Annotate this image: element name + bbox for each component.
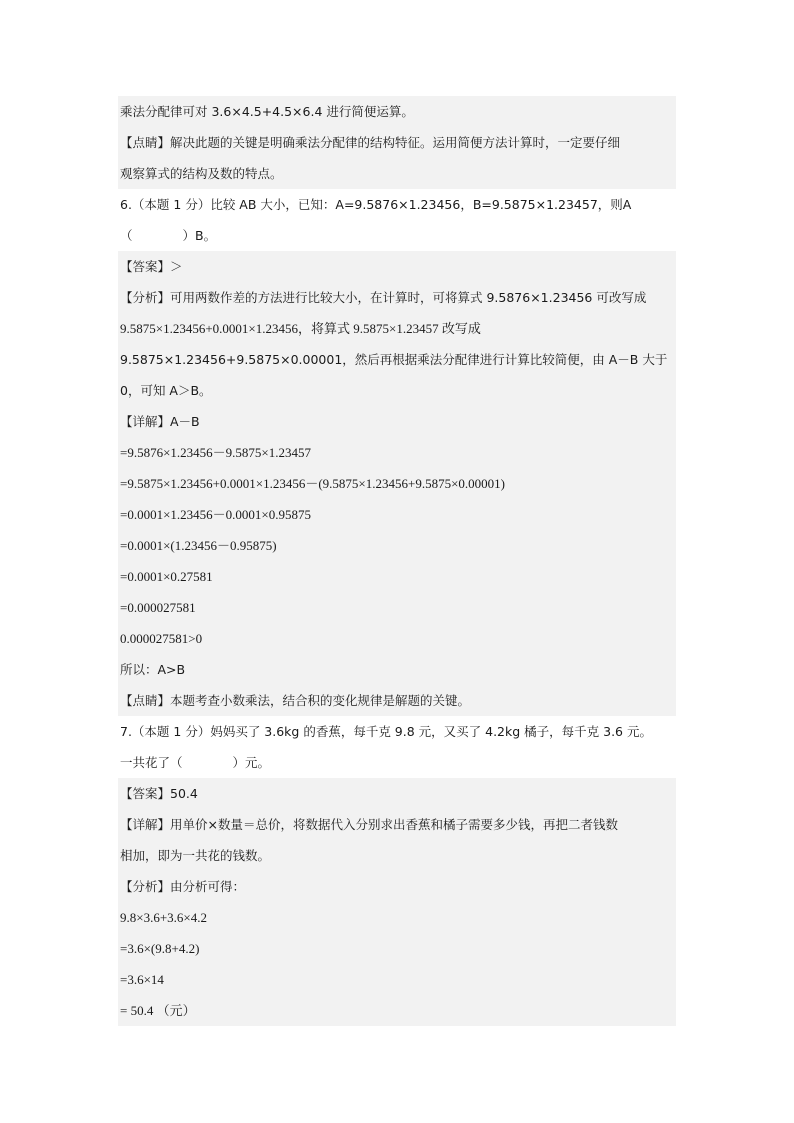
math-line: =0.0001×1.23456－0.0001×0.95875 (118, 499, 676, 530)
analysis-line: 【分析】由分析可得： (118, 871, 676, 902)
math-line: =3.6×(9.8+4.2) (118, 933, 676, 964)
text-line: 乘法分配律可对 3.6×4.5+4.5×6.4 进行简便运算。 (118, 96, 676, 127)
math-line: =0.0001×0.27581 (118, 561, 676, 592)
math-line: 9.8×3.6+3.6×4.2 (118, 902, 676, 933)
math-line: =9.5875×1.23456+0.0001×1.23456－(9.5875×1.23456+9.5875×0.00001) (118, 468, 676, 499)
question-line: 6.（本题 1 分）比较 AB 大小，已知：A=9.5876×1.23456，B=9.5875×1.23457，则A (120, 197, 632, 212)
conclusion-line: 所以：A>B (118, 654, 676, 685)
text-line: 观察算式的结构及数的特点。 (118, 158, 676, 189)
text-line: 【点睛】解决此题的关键是明确乘法分配律的结构特征。运用简便方法计算时，一定要仔细 (118, 127, 676, 158)
question-line: （ ）B。 (120, 228, 217, 243)
analysis-line: 9.5875×1.23456+9.5875×0.00001，然后再根据乘法分配律进行计算比较简便，由 A－B 大于 (118, 344, 676, 375)
answer-line: 【答案】＞ (118, 251, 676, 282)
document-page (118, 96, 676, 1026)
note-line: 【点睛】本题考查小数乘法，结合积的变化规律是解题的关键。 (118, 685, 676, 716)
math-line: =3.6×14 (118, 964, 676, 995)
analysis-line: 9.5875×1.23456+0.0001×1.23456，将算式 9.5875×1.23457 改写成 (118, 313, 676, 344)
detail-line: 【详解】A－B (118, 406, 676, 437)
math-line: 0.000027581>0 (118, 623, 676, 654)
answer-line: 【答案】50.4 (118, 778, 676, 809)
detail-line: 【详解】用单价×数量＝总价，将数据代入分别求出香蕉和橘子需要多少钱，再把二者钱数 (118, 809, 676, 840)
math-line: =0.0001×(1.23456－0.95875) (118, 530, 676, 561)
question-line: 一共花了（ ）元。 (120, 755, 271, 770)
math-line: =0.000027581 (118, 592, 676, 623)
analysis-line: 【分析】可用两数作差的方法进行比较大小，在计算时，可将算式 9.5876×1.23456 可改写成 (118, 282, 676, 313)
question-line: 7.（本题 1 分）妈妈买了 3.6kg 的香蕉，每千克 9.8 元，又买了 4.2kg 橘子，每千克 3.6 元。 (120, 724, 652, 739)
analysis-line: 0，可知 A＞B。 (118, 375, 676, 406)
math-line: =9.5876×1.23456－9.5875×1.23457 (118, 437, 676, 468)
detail-line: 相加，即为一共花的钱数。 (118, 840, 676, 871)
math-line: = 50.4 （元） (118, 995, 676, 1026)
